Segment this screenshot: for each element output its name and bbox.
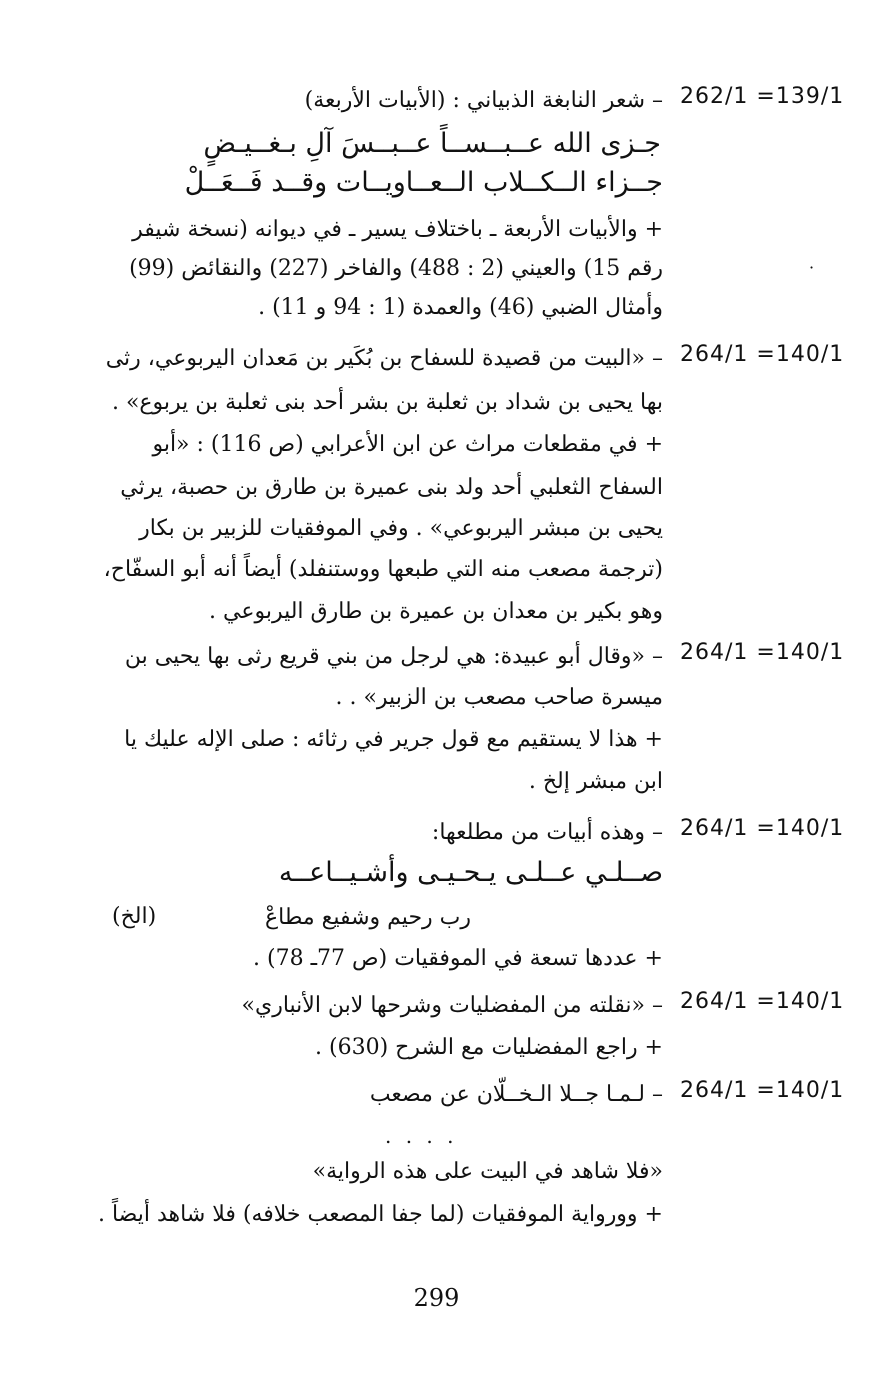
verse-line: جـزى الله عــبــســاً عــبــسَ آلِ بـغــيـضٍ (203, 128, 661, 159)
ref-a: 264/1 (680, 342, 749, 367)
entry-line: ميسرة صاحب مصعب بن الزبير» . . (335, 685, 663, 710)
reference-number: 264/1 =140/1 (680, 342, 845, 367)
entry-line: وهو بكير بن معدان بن عميرة بن طارق اليربوعي . (209, 599, 663, 624)
entry-line: – «وقال أبو عبيدة: هي لرجل من بني قريع رثى بها يحيى بن (124, 644, 663, 669)
entry-line: + والأبيات الأربعة ـ باختلاف يسير ـ في ديوانه (نسخة شيفر (132, 217, 663, 242)
entry-line: + هذا لا يستقيم مع قول جرير في رثائه : صلى الإله عليك يا (124, 727, 663, 752)
ref-a: 262/1 (680, 84, 749, 109)
entry-line: – «البيت من قصيدة للسفاح بن بُكَير بن مَعدان اليربوعي، رثى (105, 346, 663, 371)
ref-b: 140/1 (775, 342, 845, 367)
ref-a: 264/1 (680, 816, 749, 841)
verse-line: صــلـي عــلـى يـحـيـى وأشـيــاعــه (278, 857, 663, 888)
reference-number: 264/1 =140/1 (680, 989, 845, 1014)
ref-a: 264/1 (680, 640, 749, 665)
entry-line: – «نقلته من المفضليات وشرحها لابن الأنباري» (241, 993, 663, 1018)
reference-number: 262/1 =139/1 (680, 84, 845, 109)
entry-line: «فلا شاهد في البيت على هذه الرواية» (312, 1159, 663, 1184)
entry-line: وأمثال الضبي (46) والعمدة (1 : 94 و 11) . (258, 295, 663, 320)
entry-line: (ترجمة مصعب منه التي طبعها ووستنفلد) أيضاً أنه أبو السفّاح، (103, 557, 663, 582)
page-number: 299 (413, 1284, 460, 1312)
entry-line: – شعر النابغة الذبياني : (الأبيات الأربعة) (304, 88, 663, 113)
ref-b: 139/1 (775, 84, 845, 109)
verse-line: جــزاء الــكــلاب الــعــاويــات وقــد فَــعَــلْ (184, 167, 663, 198)
reference-number: 264/1 =140/1 (680, 640, 845, 665)
verse-aside: (الخ) (112, 904, 157, 929)
ref-b: 140/1 (775, 989, 845, 1014)
ref-b: 140/1 (775, 640, 845, 665)
entry-line: بها يحيى بن شداد بن ثعلبة بن بشر أحد بنى ثعلبة بن يربوع» . (111, 390, 663, 415)
ref-b: 140/1 (775, 1078, 845, 1103)
ref-a: 264/1 (680, 989, 749, 1014)
entry-line: – لـمـا جــلا الـخــلّان عن مصعب (369, 1082, 663, 1107)
entry-line: رقم 15) والعيني (2 : 488) والفاخر (227) والنقائض (99) (129, 256, 663, 281)
ref-b: 140/1 (775, 816, 845, 841)
entry-line: ابن مبشر إلخ . (528, 769, 663, 794)
stray-mark: · (809, 258, 815, 277)
ref-a: 264/1 (680, 1078, 749, 1103)
entry-line: + وورواية الموفقيات (لما جفا المصعب خلافه) فلا شاهد أيضاً . (97, 1202, 663, 1227)
entry-line: يحيى بن مبشر اليربوعي» . وفي الموفقيات للزبير بن بكار (139, 516, 663, 541)
entry-line: + في مقطعات مراث عن ابن الأعرابي (ص 116) : «أبو (152, 432, 663, 457)
reference-number: 264/1 =140/1 (680, 1078, 845, 1103)
entry-line: السفاح الثعلبي أحد ولد بنى عميرة بن طارق بن حصبة، يرثي (120, 475, 663, 500)
verse-line: رب رحيم وشفيع مطاعْ (264, 905, 471, 930)
ellipsis: . . . . (385, 1124, 458, 1148)
entry-line: + راجع المفضليات مع الشرح (630) . (315, 1035, 663, 1060)
entry-line: + عددها تسعة في الموفقيات (ص 77ـ 78) . (253, 946, 663, 971)
entry-line: – وهذه أبيات من مطلعها: (431, 820, 663, 845)
reference-number: 264/1 =140/1 (680, 816, 845, 841)
